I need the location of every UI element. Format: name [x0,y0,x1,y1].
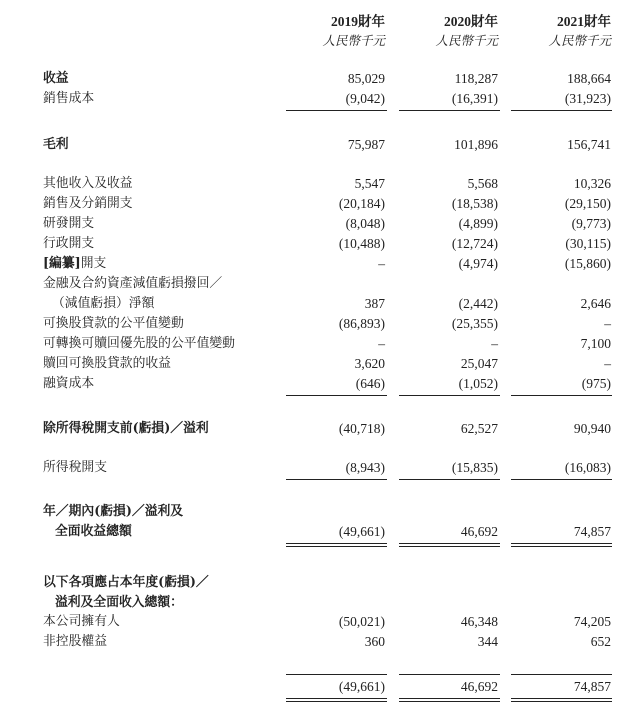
total-double-rule [399,698,500,699]
row-label: 除所得稅開支前(虧損)／溢利 [43,421,209,436]
value-2021: (16,083) [564,460,611,475]
value-2021: 90,940 [573,421,611,436]
value-2021: – [604,316,611,331]
value-2019: 75,987 [347,137,385,152]
unit-label: 人民幣千元 [322,33,385,48]
value-2020: 5,568 [467,176,498,191]
value-2021: 2,646 [580,296,611,311]
subtotal-rule [286,674,387,675]
total-double-rule [286,701,387,702]
value-2020: (25,355) [451,316,498,331]
subtotal-rule [399,674,500,675]
value-2019: 387 [364,296,385,311]
row-label: 可轉換可贖回優先股的公平值變動 [43,336,235,351]
row-label: 以下各項應占本年度(虧損)／ [43,575,209,590]
table-row [0,458,632,478]
value-2020: 46,692 [460,679,498,694]
value-2020: 118,287 [454,71,498,86]
table-row [0,69,632,89]
unit-label: 人民幣千元 [548,33,611,48]
value-2020: (12,724) [451,236,498,251]
value-2020: 62,527 [460,421,498,436]
redacted-tag: [編纂] [43,256,81,271]
table-row [0,314,632,334]
value-2021: (31,923) [564,91,611,106]
header-2019 [322,12,385,50]
table-row [0,254,632,274]
value-2020: (4,899) [458,216,498,231]
value-2021: (30,115) [565,236,611,251]
subtotal-rule [286,110,387,111]
value-2021: 74,205 [573,614,611,629]
table-row [0,89,632,109]
row-label: 毛利 [43,137,69,152]
row-label: 收益 [43,71,69,86]
subtotal-rule [511,479,612,480]
subtotal-rule [511,674,612,675]
value-2020: – [491,336,498,351]
total-double-rule [511,543,612,544]
unit-label: 人民幣千元 [435,33,498,48]
table-row [0,573,632,593]
total-double-rule [399,546,500,547]
year-label: 2021財年 [557,14,611,29]
table-row [0,174,632,194]
row-label: 銷售及分銷開支 [43,196,133,211]
total-double-rule [286,698,387,699]
subtotal-rule [511,110,612,111]
value-2021: 652 [590,634,611,649]
value-2019: (50,021) [338,614,385,629]
value-2021: (9,773) [571,216,611,231]
value-2020: 25,047 [460,356,498,371]
year-label: 2020財年 [444,14,498,29]
table-row [0,334,632,354]
value-2019: 5,547 [354,176,385,191]
value-2021: 156,741 [567,137,611,152]
table-row [0,522,632,542]
value-2020: (1,052) [458,376,498,391]
total-double-rule [286,546,387,547]
header-2021 [548,12,611,50]
total-double-rule [511,546,612,547]
table-row [0,214,632,234]
total-double-rule [511,701,612,702]
table-row [0,612,632,632]
table-row [0,502,632,522]
table-row [0,234,632,254]
row-label: 金融及合約資產減值虧損撥回／ [43,276,223,291]
value-2019: (49,661) [338,679,385,694]
value-2020: (2,442) [458,296,498,311]
row-label: 溢利及全面收入總額： [55,595,183,610]
total-double-rule [399,701,500,702]
value-2019: (8,048) [345,216,385,231]
row-label: 非控股權益 [43,634,107,649]
value-2019: – [378,336,385,351]
value-2020: 101,896 [454,137,498,152]
value-2019: (9,042) [345,91,385,106]
value-2021: 74,857 [573,679,611,694]
value-2019: 3,620 [354,356,385,371]
subtotal-rule [399,395,500,396]
value-2019: (20,184) [338,196,385,211]
value-2019: – [378,256,385,271]
row-label: 其他收入及收益 [43,176,133,191]
value-2019: (8,943) [345,460,385,475]
row-label [43,254,106,274]
table-row [0,354,632,374]
subtotal-rule [399,110,500,111]
header-2020 [435,12,498,50]
table-row [0,374,632,394]
year-label: 2019財年 [331,14,385,29]
row-label: 全面收益總額 [55,524,132,539]
table-row [0,135,632,155]
value-2019: 85,029 [347,71,385,86]
value-2019: (86,893) [338,316,385,331]
row-label: 本公司擁有人 [43,614,120,629]
table-row [0,419,632,439]
row-label: （減值虧損）淨額 [52,296,155,311]
table-row [0,194,632,214]
value-2021: (15,860) [564,256,611,271]
row-label: 行政開支 [43,236,95,251]
value-2020: 46,692 [460,524,498,539]
subtotal-rule [399,479,500,480]
table-row [0,274,632,294]
subtotal-rule [511,395,612,396]
total-double-rule [399,543,500,544]
total-double-rule [286,543,387,544]
row-label: 銷售成本 [43,91,95,106]
value-2019: (10,488) [338,236,385,251]
total-double-rule [511,698,612,699]
value-2019: 360 [364,634,385,649]
row-label: 所得稅開支 [43,460,107,475]
row-label: 融資成本 [43,376,95,391]
value-2021: 10,326 [573,176,611,191]
value-2019: (40,718) [338,421,385,436]
value-2020: (16,391) [451,91,498,106]
value-2020: 46,348 [460,614,498,629]
value-2020: (18,538) [451,196,498,211]
value-2021: 7,100 [580,336,611,351]
value-2020: (15,835) [451,460,498,475]
subtotal-rule [286,395,387,396]
table-row [0,632,632,652]
value-2021: (29,150) [564,196,611,211]
row-label: 研發開支 [43,216,95,231]
table-row [0,294,632,314]
table-row [0,593,632,613]
value-2020: (4,974) [458,256,498,271]
row-label-text: 開支 [80,256,107,271]
table-row [0,677,632,697]
row-label: 可換股貸款的公平值變動 [43,316,184,331]
row-label: 年／期內(虧損)／溢利及 [43,504,184,519]
value-2019: (49,661) [338,524,385,539]
subtotal-rule [286,479,387,480]
value-2021: – [604,356,611,371]
value-2021: 188,664 [567,71,611,86]
value-2021: 74,857 [573,524,611,539]
row-label: 贖回可換股貸款的收益 [43,356,171,371]
value-2021: (975) [581,376,611,391]
value-2019: (646) [355,376,385,391]
value-2020: 344 [477,634,498,649]
